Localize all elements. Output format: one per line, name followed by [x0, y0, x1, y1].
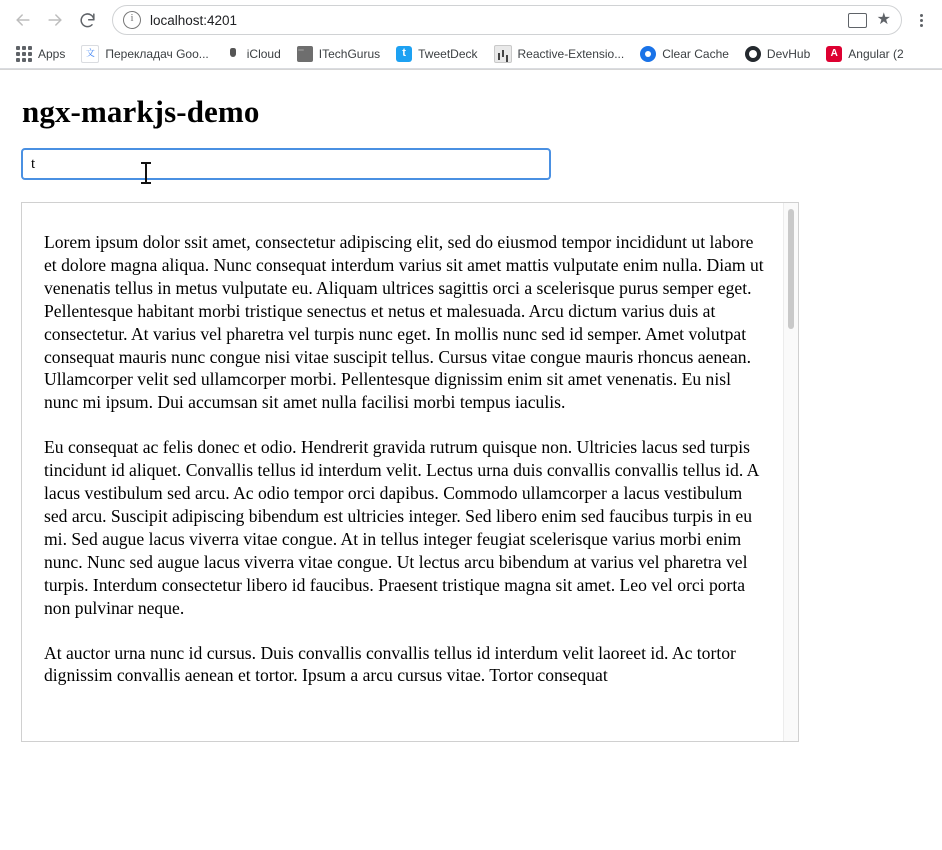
menu-dot — [920, 19, 923, 22]
forward-arrow-icon — [45, 10, 65, 30]
bookmark-reactive-extensions[interactable] — [486, 43, 633, 65]
bookmark-apps[interactable] — [8, 44, 73, 64]
bookmark-itechgurus[interactable] — [289, 44, 388, 64]
back-button[interactable] — [8, 5, 38, 35]
bookmark-label: Apps — [38, 47, 66, 61]
cast-icon[interactable] — [848, 13, 867, 28]
back-arrow-icon — [13, 10, 33, 30]
devhub-icon — [745, 46, 761, 62]
lorem-text-container — [22, 203, 798, 719]
paragraph: Lorem ipsum dolor ssit amet, consectetur adipiscing elit, sed do eiusmod tempor incididunt ut labore et dolore magna aliqua. Nunc consequat interdum varius sit amet mattis vulputate enim nulla. Diam ut venenatis tellus in metus vulputate eu. Aliquam ultrices sagittis orci a scelerisque purus semper eget. Pellentesque habitant morbi tristique senectus et netus et malesuada. Arcu dictum varius duis at consectetur. At varius vel pharetra vel turpis nunc eget. In mollis nunc sed id semper. Amet volutpat consequat mauris nunc congue nisi vitae suscipit tellus. Cursus vitae congue mauris rhoncus aenean. Ullamcorper velit sed ullamcorper morbi. Pellentesque dignissim enim sit amet venenatis. Eu nisl nunc mi ipsum. Dui accumsan sit amet nulla facilisi morbi tempus iaculis. — [44, 232, 764, 413]
chart-icon — [494, 45, 512, 63]
bookmark-clear-cache[interactable] — [632, 44, 737, 64]
bookmark-label: ITechGurus — [318, 47, 381, 61]
browser-chrome — [0, 0, 942, 70]
reload-button[interactable] — [72, 5, 102, 35]
bookmark-angular[interactable] — [818, 44, 911, 64]
browser-toolbar — [0, 0, 942, 40]
reload-icon — [78, 11, 97, 30]
bookmark-translate[interactable] — [73, 43, 216, 65]
site-info-icon[interactable]: i — [123, 11, 141, 29]
folder-icon — [297, 46, 313, 62]
apps-grid-icon — [16, 46, 32, 62]
bookmark-tweetdeck[interactable] — [388, 44, 485, 64]
bookmark-label: Reactive-Extensio... — [517, 47, 625, 61]
search-input[interactable] — [21, 148, 551, 180]
bookmark-devhub[interactable] — [737, 44, 818, 64]
menu-dot — [920, 14, 923, 17]
paragraph: At auctor urna nunc id cursus. Duis convallis convallis tellus id interdum velit laoreet id. Ac tortor dignissim convallis aenean et tortor. Ipsum a arcu cursus vitae. Tortor consequat — [44, 642, 736, 686]
search-field-wrapper — [21, 148, 551, 180]
address-bar-url: localhost:4201 — [150, 12, 238, 28]
google-translate-icon — [81, 45, 99, 63]
bookmark-label: TweetDeck — [418, 47, 478, 61]
address-bar[interactable] — [112, 5, 902, 35]
vertical-scrollbar[interactable] — [783, 203, 798, 741]
content-scroll-area[interactable] — [21, 202, 799, 742]
bookmark-label: DevHub — [766, 47, 811, 61]
bookmark-star-icon[interactable]: ★ — [876, 11, 891, 28]
bookmark-label: Clear Cache — [662, 47, 729, 61]
gear-icon — [640, 46, 656, 62]
angular-icon — [826, 46, 842, 62]
bookmark-label: Перекладач Goo... — [105, 47, 209, 61]
bookmarks-bar — [0, 40, 942, 69]
twitter-icon — [396, 46, 412, 62]
paragraph: Eu consequat ac felis donec et odio. Hendrerit gravida rutrum quisque non. Ultricies lacus sed turpis tincidunt id aliquet. Convallis tellus id interdum velit. Lectus urna duis convallis convallis tellus id. A lacus vestibulum sed arcu. Ac odio tempor orci dapibus. Commodo ullamcorper a lacus vestibulum sed arcu. Suscipit adipiscing bibendum est ultricies integer. Sed libero enim sed faucibus turpis in eu mi. Sed augue lacus viverra vitae congue. At in tellus integer feugiat scelerisque varius morbi enim nunc. Nunc sed augue lacus viverra vitae congue. Ut lectus arcu bibendum at varius vel pharetra vel turpis. Interdum consectetur libero id faucibus. Praesent tristique magna sit amet. Leo vel orci porta non pulvinar neque. — [44, 437, 759, 618]
forward-button[interactable] — [40, 5, 70, 35]
three-dot-menu-icon[interactable] — [908, 14, 934, 27]
bookmark-icloud[interactable] — [217, 44, 289, 64]
apple-icon — [225, 46, 241, 62]
bookmark-label: iCloud — [246, 47, 281, 61]
bookmark-label: Angular (2 — [848, 47, 904, 61]
page-title: ngx-markjs-demo — [22, 94, 260, 129]
menu-dot — [920, 24, 923, 27]
omnibox-actions — [848, 12, 891, 28]
page-content — [0, 94, 942, 742]
scrollbar-thumb[interactable] — [788, 209, 794, 329]
